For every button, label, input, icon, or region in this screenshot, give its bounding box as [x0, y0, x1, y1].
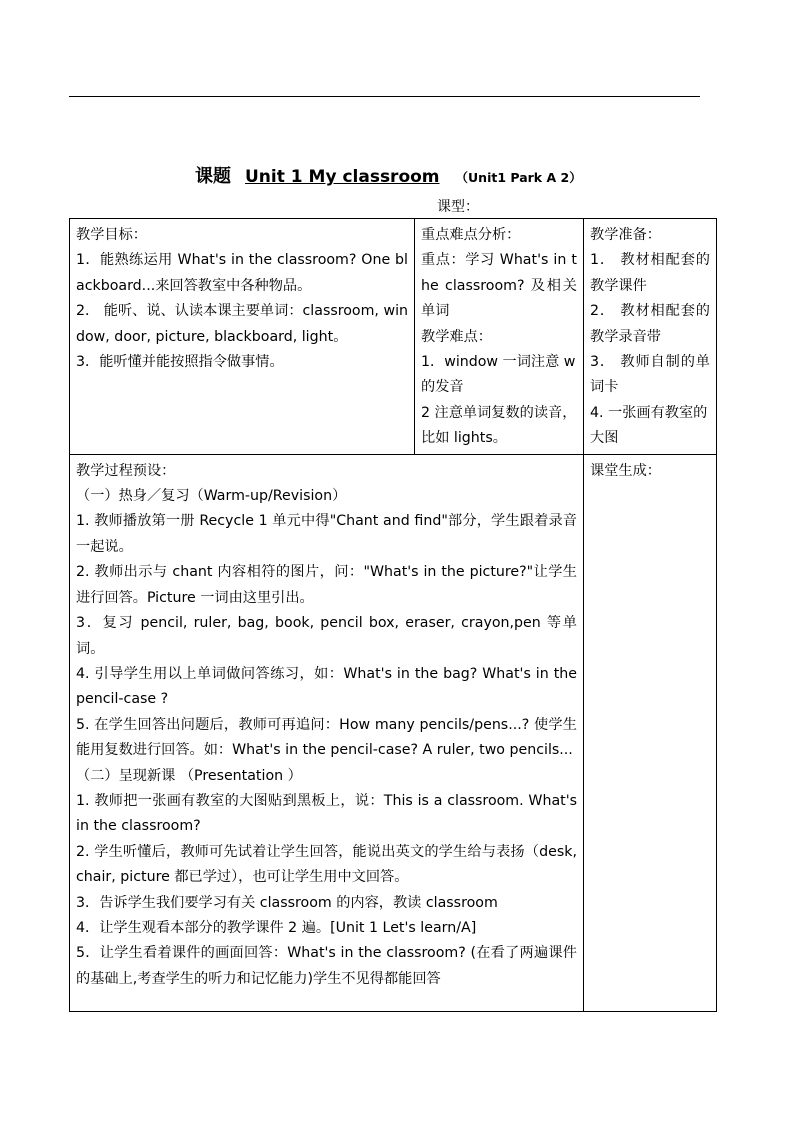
- presentation-item: 4．让学生观看本部分的教学课件 2 遍。[Unit 1 Let's learn/A]: [76, 919, 477, 936]
- warmup-heading: （一）热身／复习（Warm-up/Revision）: [76, 488, 347, 505]
- presentation-item: 3．告诉学生我们要学习有关 classroom 的内容，教读 classroom: [76, 894, 498, 911]
- preparation-item: 3． 教师自制的单词卡: [590, 354, 710, 396]
- title-sub: （Unit1 Park A 2）: [455, 170, 582, 185]
- classroom-generation-cell: [584, 454, 717, 1011]
- difficulty-item: 1．window 一词注意 w 的发音: [421, 354, 576, 396]
- objective-item: 1．能熟练运用 What's in the classroom? One blackboard...来回答教室中各种物品。: [76, 252, 408, 294]
- difficulty-item: 2 注意单词复数的读音，比如 lights。: [421, 404, 577, 447]
- title-label: 课题: [195, 166, 231, 187]
- objective-item: 2． 能听、说、认读本课主要单词：classroom, window, door, picture, blackboard, light。: [76, 303, 408, 345]
- table-row: [70, 219, 717, 455]
- presentation-item: 5．让学生看着课件的画面回答：What's in the classroom? (在看了两遍课件的基础上,考查学生的听力和记忆能力)学生不见得都能回答: [76, 945, 577, 987]
- preparation-item: 2． 教材相配套的教学录音带: [590, 303, 710, 345]
- lesson-plan-table: [69, 218, 717, 1012]
- key-points-heading: 重点难点分析：: [421, 227, 521, 243]
- objective-item: 3．能听懂并能按照指令做事情。: [76, 354, 284, 371]
- warmup-item: 4. 引导学生用以上单词做问答练习，如：What's in the bag? What's in the pencil-case ?: [76, 665, 577, 708]
- warmup-item: 1. 教师播放第一册 Recycle 1 单元中得"Chant and find"部分，学生跟着录音一起说。: [76, 513, 577, 555]
- key-points-cell: [415, 219, 584, 455]
- key-points-focus: 重点：学习 What's in the classroom? 及相关单词: [421, 252, 577, 320]
- objectives-heading: 教学目标：: [76, 227, 147, 243]
- objectives-cell: [70, 219, 415, 455]
- preparation-heading: 教学准备：: [590, 227, 661, 243]
- table-row: [70, 454, 717, 1011]
- preparation-item: 4. 一张画有教室的大图: [590, 404, 708, 447]
- difficulty-heading: 教学难点：: [421, 328, 492, 345]
- lesson-type: 课型：: [437, 199, 479, 215]
- process-heading: 教学过程预设：: [76, 462, 176, 479]
- preparation-item: 1． 教材相配套的教学课件: [590, 252, 710, 294]
- preparation-cell: [584, 219, 717, 455]
- warmup-item: 2. 教师出示与 chant 内容相符的图片，问："What's in the picture?"让学生进行回答。Picture 一词由这里引出。: [76, 564, 577, 606]
- classroom-generation-heading: 课堂生成：: [590, 462, 661, 479]
- presentation-item: 2. 学生听懂后，教师可先试着让学生回答，能说出英文的学生给与表扬（desk, chair, picture 都已学过），也可让学生用中文回答。: [76, 843, 577, 886]
- process-cell: [70, 454, 584, 1011]
- presentation-item: 1. 教师把一张画有教室的大图贴到黑板上，说：This is a classroom. What's in the classroom?: [76, 792, 577, 835]
- header-rule: [69, 96, 700, 97]
- warmup-item: 3．复习 pencil, ruler, bag, book, pencil box, eraser, crayon,pen 等单词。: [76, 615, 577, 657]
- presentation-heading: （二）呈现新课 （Presentation ）: [76, 767, 302, 784]
- warmup-item: 5. 在学生回答出问题后，教师可再追问：How many pencils/pens...? 使学生能用复数进行回答。如：What's in the pencil-case? A ruler, two pencils...: [76, 716, 577, 759]
- lesson-title: [195, 162, 615, 188]
- title-main: Unit 1 My classroom: [245, 167, 440, 187]
